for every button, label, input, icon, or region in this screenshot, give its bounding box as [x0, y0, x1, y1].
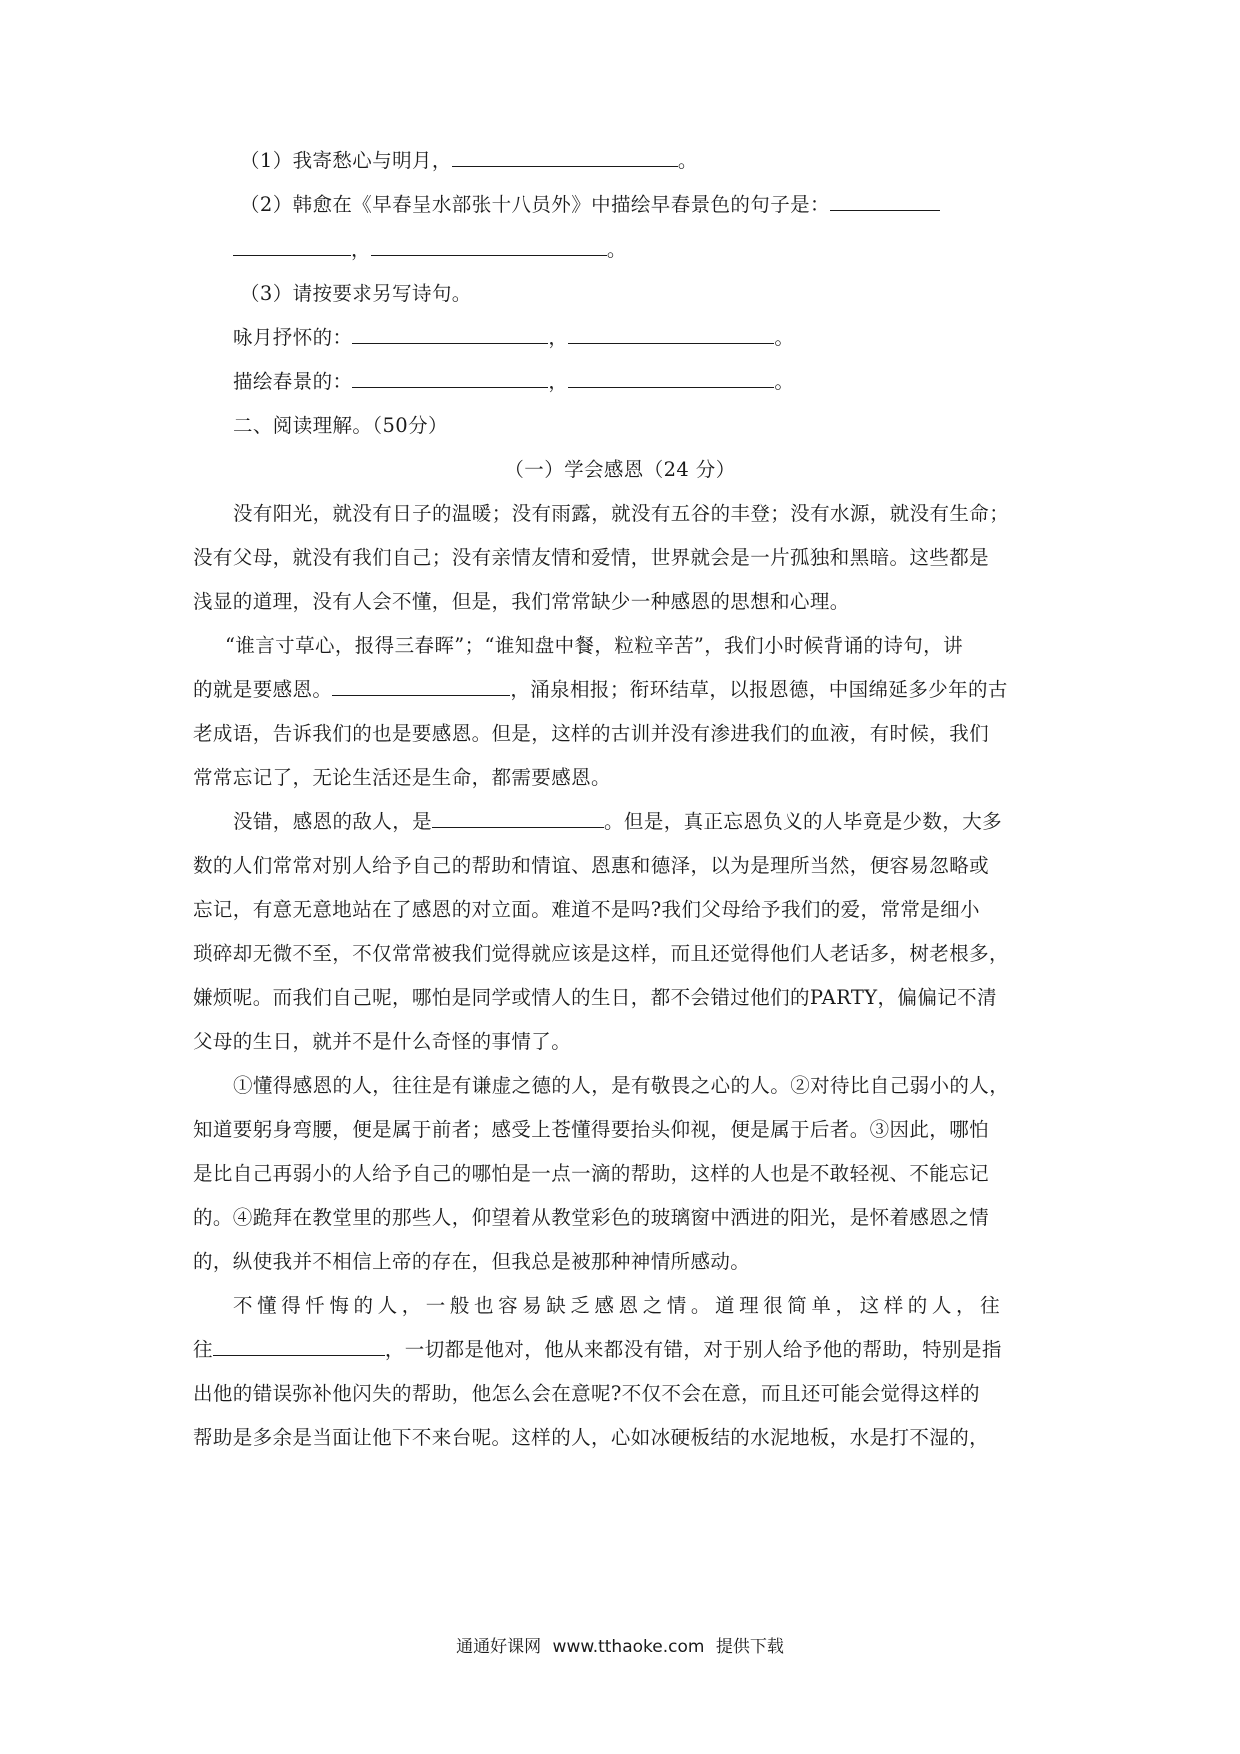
passage-line: 常常忘记了，无论生活还是生命，都需要感恩。: [193, 766, 611, 789]
question-1: （1）我寄愁心与明月， 。: [240, 149, 698, 172]
passage-line: 的，纵使我并不相信上帝的存在，但我总是被那种神情所感动。: [193, 1250, 751, 1273]
passage-line: 出他的错误弥补他闪失的帮助，他怎么会在意呢?不仅不会在意，而且还可能会觉得这样的: [193, 1382, 980, 1405]
passage-line: 琐碎却无微不至，不仅常常被我们觉得就应该是这样，而且还觉得他们人老话多，树老根多，: [193, 942, 1009, 965]
question-1-text: （1）我寄愁心与明月，: [240, 149, 452, 172]
passage-line: 是比自己再弱小的人给予自己的哪怕是一点一滴的帮助，这样的人也是不敢轻视、不能忘记: [193, 1162, 990, 1185]
passage-line: 帮助是多余是当面让他下不来台呢。这样的人，心如冰硬板结的水泥地板，水是打不湿的，: [193, 1426, 990, 1449]
passage-line: “谁言寸草心，报得三春晖”；“谁知盘中餐，粒粒辛苦”，我们小时候背诵的诗句，讲: [225, 634, 963, 657]
answer-blank[interactable]: [432, 809, 604, 828]
question-2: [240, 191, 940, 219]
answer-blank[interactable]: [352, 369, 548, 388]
passage-line: 不懂得忏悔的人，一般也容易缺乏感恩之情。道理很简单，这样的人，往: [233, 1294, 1005, 1317]
answer-blank[interactable]: [233, 237, 351, 256]
question-3b: 描绘春景的： ， 。: [233, 370, 795, 393]
passage-line: 知道要躬身弯腰，便是属于前者；感受上苍懂得要抬头仰视，便是属于后者。③因此，哪怕: [193, 1118, 990, 1141]
passage-line: 浅显的道理，没有人会不懂，但是，我们常常缺少一种感恩的思想和心理。: [193, 590, 850, 613]
answer-blank[interactable]: [213, 1337, 385, 1356]
answer-blank[interactable]: [452, 148, 678, 167]
passage-line: 父母的生日，就并不是什么奇怪的事情了。: [193, 1030, 572, 1053]
passage-line: ①懂得感恩的人，往往是有谦虚之德的人，是有敬畏之心的人。②对待比自己弱小的人，: [233, 1074, 1010, 1097]
footer-note: 提供下载: [715, 1637, 784, 1657]
question-3a: 咏月抒怀的： ， 。: [233, 326, 795, 349]
question-2-text: （2）韩愈在《早春呈水部张十八员外》中描绘早春景色的句子是：: [240, 193, 830, 216]
page-footer: [0, 1635, 1240, 1659]
passage-line: 没有父母，就没有我们自己；没有亲情友情和爱情，世界就会是一片孤独和黑暗。这些都是: [193, 546, 990, 569]
passage-line: 忘记，有意无意地站在了感恩的对立面。难道不是吗?我们父母给予我们的爱，常常是细小: [193, 898, 980, 921]
answer-blank[interactable]: [568, 325, 774, 344]
answer-blank[interactable]: [352, 325, 548, 344]
passage-line: 老成语，告诉我们的也是要感恩。但是，这样的古训并没有渗进我们的血液，有时候，我们: [193, 722, 990, 745]
passage-line: 的就是要感恩。 ，涌泉相报；衔环结草，以报恩德，中国绵延多少年的古: [193, 678, 1008, 701]
section-heading: 二、阅读理解。（50分）: [233, 414, 448, 437]
passage-line: 的。④跪拜在教堂里的那些人，仰望着从教堂彩色的玻璃窗中洒进的阳光，是怀着感恩之情: [193, 1206, 990, 1229]
question-3-intro: （3）请按要求另写诗句。: [240, 282, 472, 305]
answer-blank[interactable]: [568, 369, 774, 388]
passage-title: （一）学会感恩（24 分）: [504, 458, 736, 481]
answer-blank[interactable]: [371, 237, 607, 256]
answer-blank[interactable]: [830, 192, 940, 211]
question-2-continuation: ， 。: [233, 236, 627, 264]
passage-line: 数的人们常常对别人给予自己的帮助和情谊、恩惠和德泽，以为是理所当然，便容易忽略或: [193, 854, 990, 877]
passage-line: 没错，感恩的敌人，是 。但是，真正忘恩负义的人毕竟是少数，大多: [233, 810, 1003, 833]
passage-line: 往 ，一切都是他对，他从来都没有错，对于别人给予他的帮助，特别是指: [193, 1338, 1002, 1361]
footer-url[interactable]: www.tthaoke.com: [552, 1637, 705, 1657]
footer-site-name: 通通好课网: [456, 1637, 542, 1657]
answer-blank[interactable]: [332, 677, 510, 696]
passage-line: 嫌烦呢。而我们自己呢，哪怕是同学或情人的生日，都不会错过他们的PARTY，偏偏记不清: [193, 986, 997, 1009]
passage-line: 没有阳光，就没有日子的温暖；没有雨露，就没有五谷的丰登；没有水源，就没有生命；: [233, 502, 1010, 525]
